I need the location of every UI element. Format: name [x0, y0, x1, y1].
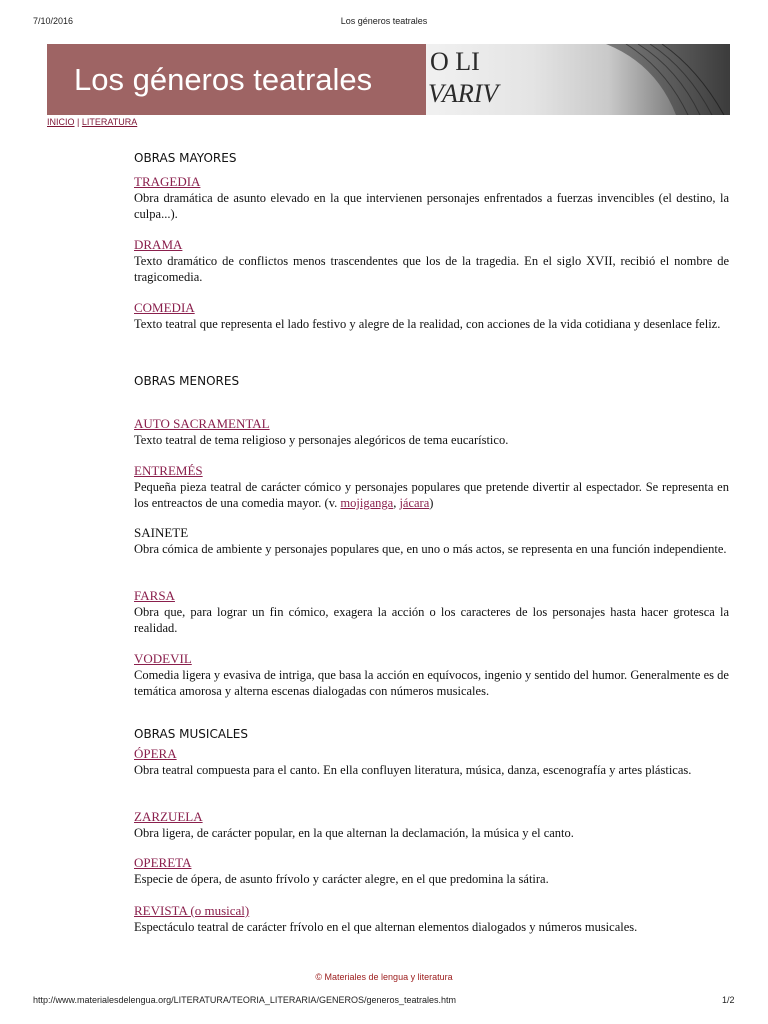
definition-opera: Obra teatral compuesta para el canto. En ella confluyen literatura, música, danza, escenografía y artes plásticas. [134, 763, 692, 777]
definition-auto-sacramental: Texto teatral de tema religioso y personajes alegóricos de tema eucarístico. [134, 433, 509, 447]
term-link-entremes[interactable]: ENTREMÉS [134, 463, 203, 478]
definition-tragedia: Obra dramática de asunto elevado en la que intervienen personajes enfrentados a fuerzas invencibles (el destino, la culpa...). [134, 191, 729, 221]
book-page-illustration [426, 44, 730, 115]
banner-book-image [426, 44, 730, 115]
entry-farsa [134, 588, 729, 636]
entry-auto-sacramental [134, 416, 729, 448]
term-link-zarzuela[interactable]: ZARZUELA [134, 809, 203, 824]
entry-vodevil [134, 651, 729, 699]
print-header [0, 16, 768, 30]
print-title: Los géneros teatrales [340, 16, 428, 26]
definition-sainete: Obra cómica de ambiente y personajes populares que, en uno o más actos, se representa en una función independiente. [134, 542, 727, 556]
term-link-farsa[interactable]: FARSA [134, 588, 175, 603]
definition-zarzuela: Obra ligera, de carácter popular, en la que alternan la declamación, la música y el canto. [134, 826, 574, 840]
term-link-revista[interactable]: REVISTA (o musical) [134, 903, 250, 918]
entry-entremes [134, 463, 729, 511]
breadcrumb [47, 117, 137, 127]
print-date: 7/10/2016 [33, 16, 74, 26]
term-link-tragedia[interactable]: TRAGEDIA [134, 174, 201, 189]
section-heading-obras-menores: OBRAS MENORES [134, 374, 240, 388]
banner-image-text-2: VARIV [428, 79, 499, 108]
nav-separator: | [77, 117, 80, 127]
entry-drama [134, 237, 729, 285]
link-jacara[interactable]: jácara [399, 496, 430, 510]
entry-sainete [134, 525, 729, 557]
term-link-opereta[interactable]: OPERETA [134, 855, 192, 870]
definition-drama: Texto dramático de conflictos menos trascendentes que los de la tragedia. En el siglo XVII, recibió el nombre de tragicomedia. [134, 254, 729, 284]
link-mojiganga[interactable]: mojiganga [340, 496, 394, 510]
section-heading-obras-mayores: OBRAS MAYORES [134, 151, 237, 165]
entry-comedia [134, 300, 729, 332]
term-link-auto-sacramental[interactable]: AUTO SACRAMENTAL [134, 416, 270, 431]
definition-revista: Espectáculo teatral de carácter frívolo en el que alternan elementos dialogados y números musicales. [134, 920, 638, 934]
print-url: http://www.materialesdelengua.org/LITERATURA/TEORIA_LITERARIA/GENEROS/generos_teatrales.htm [33, 995, 456, 1005]
term-link-comedia[interactable]: COMEDIA [134, 300, 195, 315]
copyright-notice: © Materiales de lengua y literatura [315, 972, 453, 982]
definition-farsa: Obra que, para lograr un fin cómico, exagera la acción o los caracteres de los personajes hasta hacer grotesca la realidad. [134, 605, 729, 635]
term-sainete: SAINETE [134, 525, 189, 540]
section-heading-obras-musicales: OBRAS MUSICALES [134, 727, 248, 741]
entry-zarzuela [134, 809, 729, 841]
term-link-vodevil[interactable]: VODEVIL [134, 651, 192, 666]
page-title: Los géneros teatrales [47, 44, 426, 115]
nav-link-inicio[interactable]: INICIO [47, 117, 75, 127]
definition-vodevil: Comedia ligera y evasiva de intriga, que basa la acción en equívocos, ingenio y sentido del humor. Generalmente es de temática amorosa y alterna escenas dialogadas con números musicales. [134, 668, 729, 698]
definition-entremes-separator: , [393, 496, 400, 510]
term-link-opera[interactable]: ÓPERA [134, 746, 177, 761]
entry-opereta [134, 855, 729, 887]
banner-image-text-1: O LI [430, 47, 480, 76]
definition-entremes [134, 479, 729, 511]
definition-entremes-close: ) [429, 496, 434, 510]
page-banner [47, 44, 730, 115]
definition-comedia: Texto teatral que representa el lado festivo y alegre de la realidad, con acciones de la vida cotidiana y desenlace feliz. [134, 317, 721, 331]
entry-revista [134, 903, 729, 935]
entry-tragedia [134, 174, 729, 222]
term-link-drama[interactable]: DRAMA [134, 237, 183, 252]
definition-entremes-text: Pequeña pieza teatral de carácter cómico y personajes populares que pretende divertir al espectador. Se representa en los entreactos de una comedia mayor. (v. [134, 480, 729, 510]
entry-opera [134, 746, 729, 778]
nav-link-literatura[interactable]: LITERATURA [81, 117, 138, 127]
print-page-number: 1/2 [722, 995, 735, 1005]
definition-opereta: Especie de ópera, de asunto frívolo y carácter alegre, en el que predomina la sátira. [134, 872, 549, 886]
